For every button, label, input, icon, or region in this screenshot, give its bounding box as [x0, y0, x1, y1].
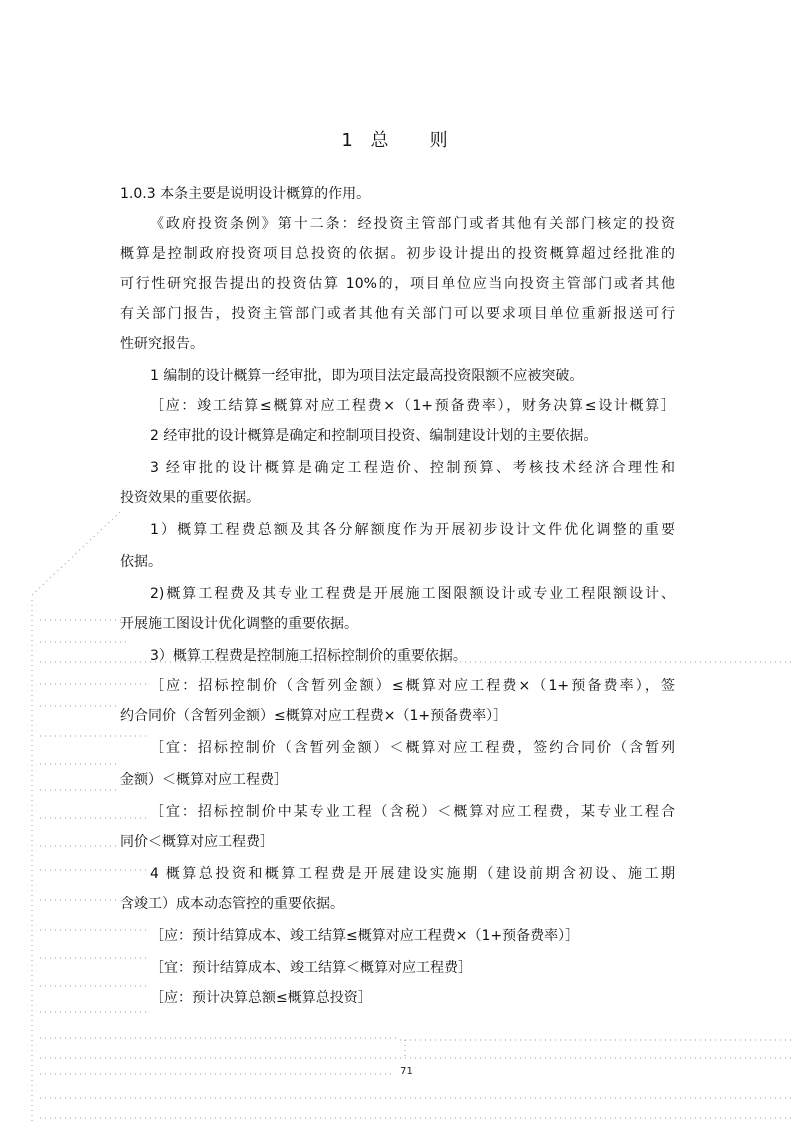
sub-list-item: 2)概算工程费及其专业工程费是开展施工图限额设计或专业工程限额设计、 [150, 586, 675, 602]
formula-line: 约合同价（含暂列金额）≤概算对应工程费×（1+预备费率）］ [120, 708, 508, 724]
formula-line: ［宜：招标控制价（含暂列金额）＜概算对应工程费，签约合同价（含暂列 [150, 740, 675, 756]
formula-line: ［应：预计结算成本、竣工结算≤概算对应工程费×（1+预备费率）］ [150, 928, 580, 944]
formula-line: ［应：预计决算总额≤概算总投资］ [150, 990, 372, 1006]
sub-list-item: 3）概算工程费是控制施工招标控制价的重要依据。 [150, 648, 467, 664]
list-item: 2 经审批的设计概算是确定和控制项目投资、编制建设计划的主要依据。 [150, 428, 598, 444]
paragraph-line: 有关部门报告，投资主管部门或者其他有关部门可以要求项目单位重新报送可行 [120, 306, 675, 322]
chapter-title: 1 总 则 [341, 130, 454, 151]
formula-line: ［宜：预计结算成本、竣工结算＜概算对应工程费］ [150, 960, 472, 976]
list-item: 3 经审批的设计概算是确定工程造价、控制预算、考核技术经济合理性和 [150, 460, 675, 476]
clause-heading: 1.0.3 本条主要是说明设计概算的作用。 [120, 186, 371, 202]
sub-list-item: 1）概算工程费总额及其各分解额度作为开展初步设计文件优化调整的重要 [150, 522, 675, 538]
formula-line: ［应：招标控制价（含暂列金额）≤概算对应工程费×（1+预备费率），签 [150, 678, 675, 694]
paragraph-line: 概算是控制政府投资项目总投资的依据。初步设计提出的投资概算超过经批准的 [120, 246, 675, 262]
formula-line: 同价＜概算对应工程费］ [120, 834, 274, 850]
list-item: 4 概算总投资和概算工程费是开展建设实施期（建设前期含初设、施工期 [150, 866, 675, 882]
paragraph-line: 投资效果的重要依据。 [120, 490, 260, 506]
paragraph-line: 依据。 [120, 554, 162, 570]
paragraph-line: 含竣工）成本动态管控的重要依据。 [120, 896, 344, 912]
formula-line: ［宜：招标控制价中某专业工程（含税）＜概算对应工程费，某专业工程合 [150, 804, 675, 820]
formula-line: ［应：竣工结算≤概算对应工程费×（1+预备费率），财务决算≤设计概算］ [150, 398, 675, 414]
paragraph-line: 可行性研究报告提出的投资估算 10%的，项目单位应当向投资主管部门或者其他 [120, 276, 675, 292]
formula-line: 金额）＜概算对应工程费］ [120, 772, 288, 788]
list-item: 1 编制的设计概算一经审批，即为项目法定最高投资限额不应被突破。 [150, 368, 584, 384]
paragraph-line: 《政府投资条例》第十二条：经投资主管部门或者其他有关部门核定的投资 [150, 216, 675, 232]
paragraph-line: 开展施工图设计优化调整的重要依据。 [120, 616, 358, 632]
paragraph-line: 性研究报告。 [120, 336, 204, 352]
page-number: 71 [400, 1066, 413, 1077]
